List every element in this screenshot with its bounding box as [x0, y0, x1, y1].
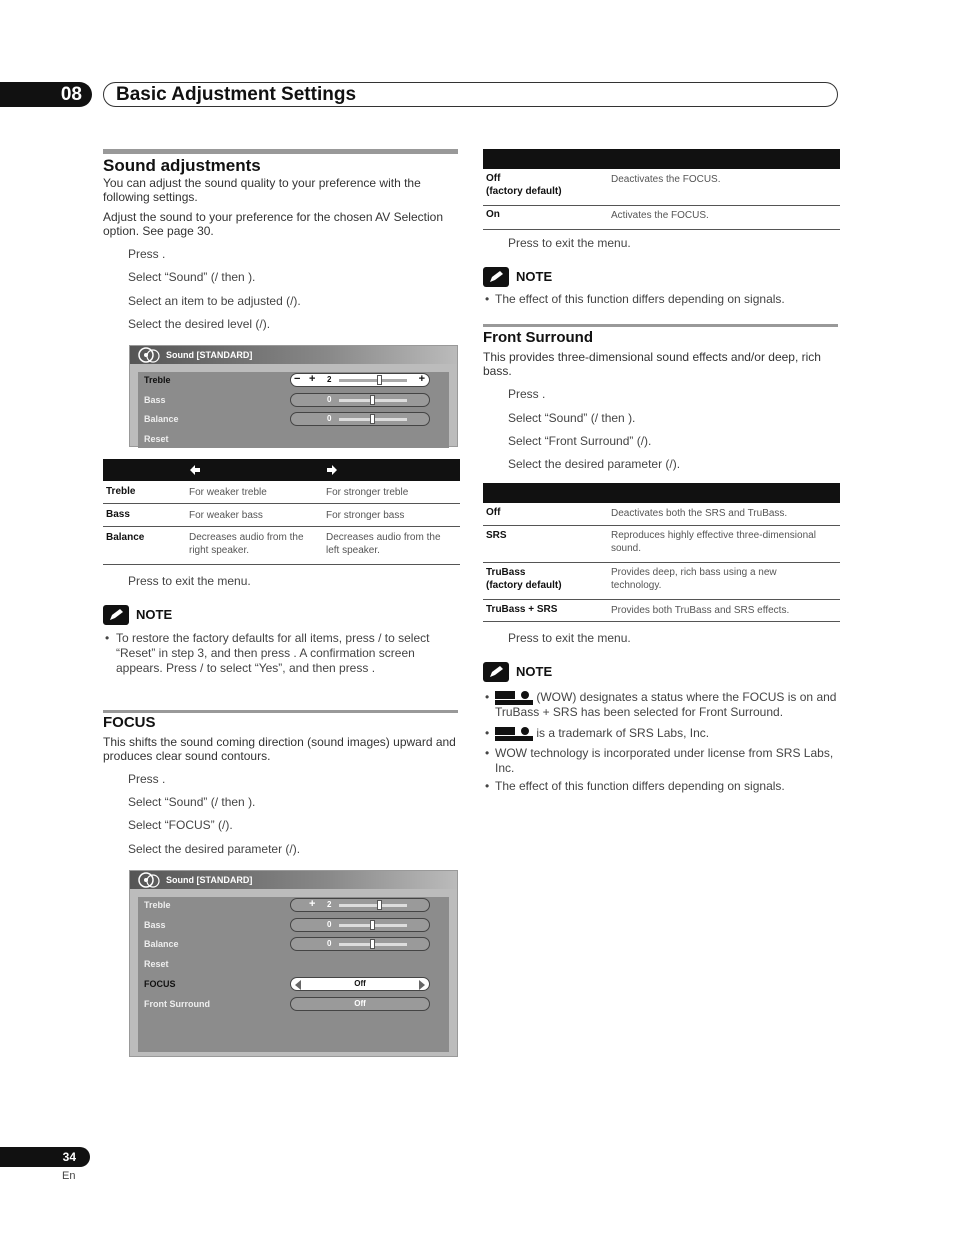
front-surround-intro: This provides three-dimensional sound effects and/or deep, rich bass. [483, 350, 821, 378]
menu-item-reset[interactable]: Reset [144, 434, 169, 444]
sound-note-text: To restore the factory defaults for all items, press / to select “Reset” in step 3, and then press . A confirmation screen appears. Press / to select “Yes”, and then press . [116, 631, 430, 675]
sound-menu-screen [129, 345, 458, 447]
plus-icon: + [309, 898, 316, 910]
focus-value: Off [354, 979, 366, 988]
table-row [483, 526, 840, 563]
slider-knob[interactable] [370, 414, 375, 424]
sound-icon [138, 872, 164, 888]
row-left: For weaker treble [189, 487, 267, 498]
menu-item-bass[interactable]: Bass [144, 395, 166, 405]
row-item: TruBass [486, 567, 526, 578]
balance-slider[interactable] [290, 412, 430, 426]
chapter-title: Basic Adjustment Settings [116, 84, 357, 105]
row-item: TruBass + SRS [486, 604, 558, 615]
bullet-dot: • [485, 690, 490, 704]
minus-icon: − [294, 373, 301, 385]
fs-exit-step: Press to exit the menu. [508, 631, 631, 645]
bullet-dot: • [485, 779, 490, 793]
table-header [103, 459, 460, 481]
row-left: Decreases audio from the right speaker. [189, 532, 304, 556]
menu-title: Sound [STANDARD] [166, 875, 253, 885]
fs-step-4: Select the desired parameter (/). [508, 457, 681, 471]
focus-exit-step: Press to exit the menu. [508, 236, 631, 250]
section-bar [103, 710, 458, 713]
chapter-number: 08 [0, 82, 92, 107]
section-heading-focus: FOCUS [103, 714, 156, 731]
table-header [483, 483, 840, 503]
table-row [103, 527, 460, 565]
focus-menu-screen [129, 870, 458, 1057]
arrow-left-icon [189, 464, 201, 476]
row-desc: Deactivates both the SRS and TruBass. [611, 508, 788, 519]
bass-value: 0 [327, 920, 332, 929]
language-code: En [62, 1170, 76, 1182]
focus-step-2: Select “Sound” (/ then ). [128, 795, 256, 809]
srs-wow-logo [495, 691, 533, 705]
menu-item-front-surround[interactable]: Front Surround [144, 999, 210, 1009]
srs-logo [495, 727, 533, 741]
fs-step-2: Select “Sound” (/ then ). [508, 411, 636, 425]
plus-icon: + [309, 373, 316, 385]
slider-knob[interactable] [377, 900, 382, 910]
table-row [483, 206, 840, 230]
row-desc: Reproduces highly effective three-dimensional sound. [611, 530, 816, 554]
focus-table [483, 149, 840, 230]
menu-item-treble[interactable]: Treble [144, 375, 171, 385]
fs-note-2-text: is a trademark of SRS Labs, Inc. [536, 726, 710, 740]
table-row [103, 481, 460, 504]
balance-value: 0 [327, 939, 332, 948]
row-item: Balance [106, 532, 145, 543]
row-item-sub: (factory default) [486, 580, 562, 591]
section-heading-front-surround: Front Surround [483, 329, 593, 346]
slider-knob[interactable] [377, 375, 382, 385]
arrow-right-icon [326, 464, 338, 476]
note-icon [483, 267, 509, 287]
balance-slider[interactable] [290, 937, 430, 951]
menu-title-bar [130, 871, 457, 889]
section-heading-sound: Sound adjustments [103, 156, 261, 175]
sound-step-3: Select an item to be adjusted (/). [128, 294, 301, 308]
row-item: Off [486, 173, 501, 184]
note-icon [483, 662, 509, 682]
menu-body [138, 372, 449, 448]
treble-slider[interactable] [290, 373, 430, 387]
row-item-sub: (factory default) [486, 186, 562, 197]
row-item: On [486, 209, 500, 220]
sound-step-1: Press . [128, 247, 166, 261]
front-surround-table [483, 483, 840, 622]
fs-note-4: The effect of this function differs depending on signals. [495, 779, 785, 793]
note-label: NOTE [136, 607, 173, 622]
slider-knob[interactable] [370, 395, 375, 405]
row-desc: Provides deep, rich bass using a new technology. [611, 567, 777, 591]
row-right: For stronger bass [326, 510, 405, 521]
table-header [483, 149, 840, 169]
table-row [483, 563, 840, 600]
row-item: Treble [106, 486, 136, 497]
row-desc: Deactivates the FOCUS. [611, 174, 721, 185]
bass-slider[interactable] [290, 918, 430, 932]
slider-knob[interactable] [370, 939, 375, 949]
row-left: For weaker bass [189, 510, 263, 521]
sound-intro-2: Adjust the sound to your preference for the chosen AV Selection option. See page 30. [103, 210, 443, 238]
front-surround-selector[interactable] [290, 997, 430, 1011]
menu-item-reset[interactable]: Reset [144, 959, 169, 969]
focus-note-text: The effect of this function differs depending on signals. [495, 292, 785, 306]
row-desc: Provides both TruBass and SRS effects. [611, 605, 790, 616]
menu-item-bass[interactable]: Bass [144, 920, 166, 930]
sound-icon [138, 347, 164, 363]
fs-step-1: Press . [508, 387, 546, 401]
bullet-dot: • [105, 631, 110, 645]
menu-title-bar [130, 346, 457, 364]
fs-step-3: Select “Front Surround” (/). [508, 434, 652, 448]
front-surround-value: Off [354, 999, 366, 1008]
section-bar [103, 149, 458, 154]
treble-slider[interactable] [290, 898, 430, 912]
slider-track [339, 904, 407, 907]
triangle-right-icon[interactable] [418, 980, 426, 990]
sound-exit-step: Press to exit the menu. [128, 574, 251, 588]
bullet-dot: • [485, 746, 490, 760]
row-item: Bass [106, 509, 130, 520]
slider-track [339, 379, 407, 382]
row-right: Decreases audio from the left speaker. [326, 532, 441, 556]
plus-icon: + [418, 373, 425, 385]
note-icon [103, 605, 129, 625]
bass-slider[interactable] [290, 393, 430, 407]
sound-step-4: Select the desired level (/). [128, 317, 271, 331]
sound-adjust-table [103, 459, 460, 565]
sound-intro-1: You can adjust the sound quality to your preference with the following settings. [103, 176, 421, 204]
treble-value: 2 [327, 900, 332, 909]
table-row [103, 504, 460, 527]
note-label: NOTE [516, 269, 553, 284]
fs-note-2 [495, 726, 840, 741]
menu-item-focus[interactable]: FOCUS [144, 979, 176, 989]
bass-value: 0 [327, 395, 332, 404]
slider-knob[interactable] [370, 920, 375, 930]
row-item: Off [486, 507, 501, 518]
bullet-dot: • [485, 292, 490, 306]
row-right: For stronger treble [326, 487, 409, 498]
table-row [483, 600, 840, 622]
fs-note-1 [495, 690, 840, 720]
treble-value: 2 [327, 375, 332, 384]
sound-step-2: Select “Sound” (/ then ). [128, 270, 256, 284]
focus-selector[interactable] [290, 977, 430, 991]
focus-step-4: Select the desired parameter (/). [128, 842, 301, 856]
focus-intro: This shifts the sound coming direction (sound images) upward and produces clear sound contours. [103, 735, 456, 763]
menu-body [138, 897, 449, 1052]
menu-item-treble[interactable]: Treble [144, 900, 171, 910]
balance-value: 0 [327, 414, 332, 423]
table-row [483, 169, 840, 206]
menu-item-balance[interactable]: Balance [144, 414, 179, 424]
fs-note-3: WOW technology is incorporated under license from SRS Labs, Inc. [495, 746, 834, 775]
row-desc: Activates the FOCUS. [611, 210, 709, 221]
note-label: NOTE [516, 664, 553, 679]
section-bar [483, 324, 838, 327]
menu-item-balance[interactable]: Balance [144, 939, 179, 949]
focus-step-1: Press . [128, 772, 166, 786]
fs-note-1-text: (WOW) designates a status where the FOCUS is on and TruBass + SRS has been selected for Front Surround. [495, 690, 837, 719]
table-row [483, 503, 840, 526]
bullet-dot: • [485, 726, 490, 740]
row-item: SRS [486, 530, 507, 541]
menu-title: Sound [STANDARD] [166, 350, 253, 360]
page-number: 34 [0, 1147, 90, 1167]
focus-step-3: Select “FOCUS” (/). [128, 818, 233, 832]
